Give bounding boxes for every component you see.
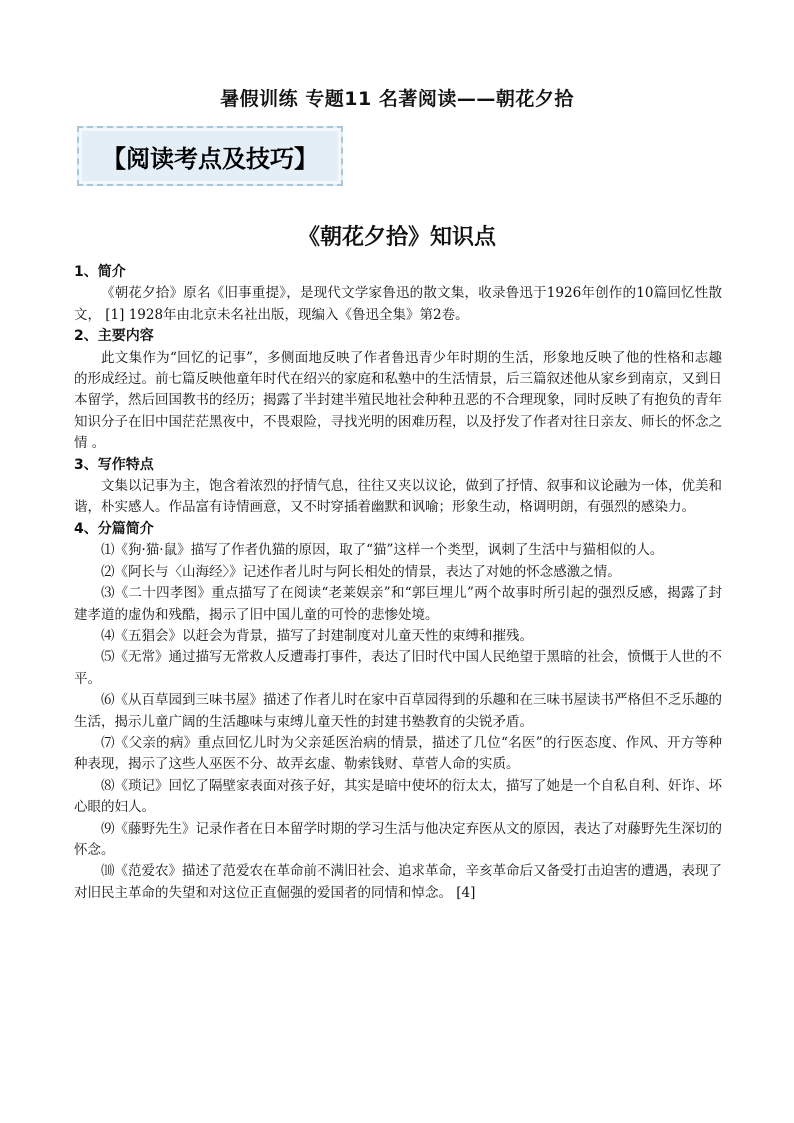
banner-label: 【阅读考点及技巧】: [102, 144, 318, 173]
chapter-item: ⑴《狗·猫·鼠》描写了作者仇猫的原因，取了“猫”这样一个类型，讽刺了生活中与猫相似的人。: [101, 542, 664, 559]
heading-writing-features: 3、写作特点: [74, 456, 154, 473]
chapter-item: ⑶《二十四孝图》重点描写了在阅读“老莱娱亲”和“郭巨埋儿”两个故事时所引起的强烈反感，揭露了封建孝道的虚伪和残酷，揭示了旧中国儿童的可怜的悲惨处境。: [74, 585, 722, 623]
content-body: [74, 262, 722, 904]
knowledge-title: 《朝花夕拾》知识点: [297, 225, 496, 250]
chapter-item: ⑹《从百草园到三味书屋》描述了作者儿时在家中百草园得到的乐趣和在三味书屋读书严格但不乏乐趣的生活，揭示儿童广阔的生活趣味与束缚儿童天性的封建书塾教育的尖锐矛盾。: [74, 692, 722, 730]
writing-features-paragraph: 文集以记事为主，饱含着浓烈的抒情气息，往往又夹以议论，做到了抒情、叙事和议论融为一体，优美和谐，朴实感人。作品富有诗情画意，又不时穿插着幽默和讽喻；形象生动，格调明朗，有强烈的感染力。: [74, 478, 722, 516]
chapter-item: ⑽《范爱农》描述了范爱农在革命前不满旧社会、追求革命，辛亥革命后又备受打击迫害的遭遇，表现了对旧民主革命的失望和对这位正直倔强的爱国者的同情和悼念。 [4]: [74, 863, 722, 901]
chapter-item: ⑵《阿长与〈山海经〉》记述作者儿时与阿长相处的情景，表达了对她的怀念感激之情。: [101, 563, 621, 580]
heading-chapter-summaries: 4、分篇简介: [74, 520, 154, 537]
chapter-item: ⑻《琐记》回忆了隔壁家表面对孩子好，其实是暗中使坏的衍太太，描写了她是一个自私自利、奸诈、坏心眼的妇人。: [74, 777, 722, 816]
heading-main-content: 2、主要内容: [74, 328, 154, 345]
intro-paragraph: 《朝花夕拾》原名《旧事重提》，是现代文学家鲁迅的散文集，收录鲁迅于1926年创作的10篇回忆性散文， [1] 1928年由北京未名社出版，现编入《鲁迅全集》第2卷。: [74, 285, 722, 323]
document-title: 暑假训练 专题11 名著阅读——朝花夕拾: [220, 88, 574, 110]
heading-intro: 1、简介: [74, 264, 126, 280]
section-banner: [77, 126, 343, 186]
chapter-item: ⑼《藤野先生》记录作者在日本留学时期的学习生活与他决定弃医从文的原因，表达了对藤野先生深切的怀念。: [74, 820, 722, 858]
chapter-item: ⑺《父亲的病》重点回忆儿时为父亲延医治病的情景，描述了几位“名医”的行医态度、作风、开方等种种表现，揭示了这些人巫医不分、故弄玄虚、勒索钱财、草菅人命的实质。: [74, 734, 722, 773]
chapter-item: ⑷《五猖会》以赶会为背景，描写了封建制度对儿童天性的束缚和摧残。: [101, 627, 533, 644]
main-content-paragraph: 此文集作为“回忆的记事”，多侧面地反映了作者鲁迅青少年时期的生活，形象地反映了他的性格和志趣的形成经过。前七篇反映他童年时代在绍兴的家庭和私塾中的生活情景，后三篇叙述他从家乡到南京，又到日本留学，然后回国教书的经历；揭露了半封建半殖民地社会种种丑恶的不合理现象，同时反映了有抱负的青年知识分子在旧中国茫茫黑夜中，不畏艰险，寻找光明的困难历程，以及抒发了作者对往日亲友、师长的怀念之情 。: [74, 349, 722, 452]
chapter-item: ⑸《无常》通过描写无常救人反遭毒打事件，表达了旧时代中国人民绝望于黑暗的社会，愤慨于人世的不平。: [74, 649, 722, 687]
